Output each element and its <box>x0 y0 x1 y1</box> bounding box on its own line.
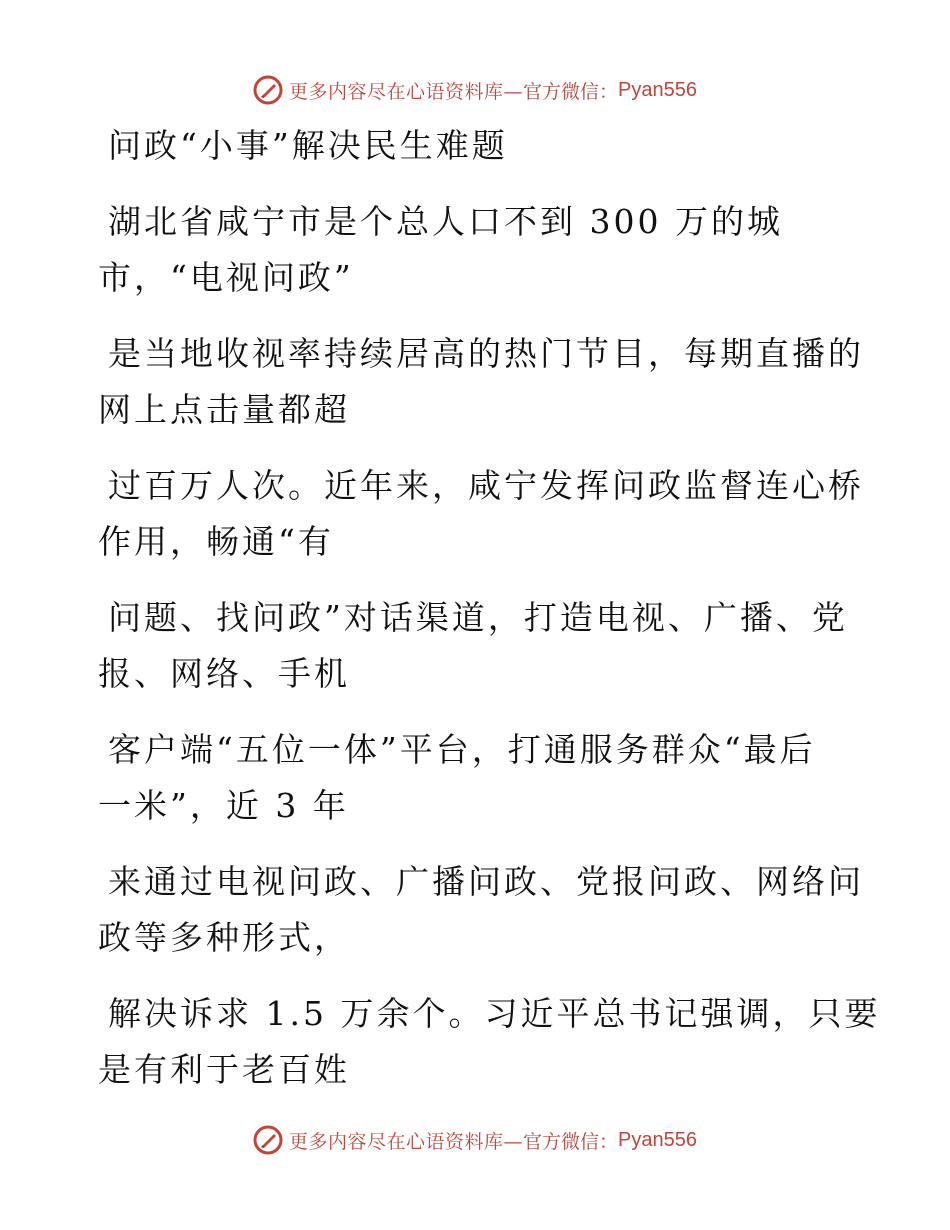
footer-watermark <box>0 1120 950 1160</box>
paragraph-line: 过百万人次。近年来，咸宁发挥问政监督连心桥 <box>108 466 864 505</box>
document-body <box>98 118 881 1098</box>
paragraph-line: 客户端“五位一体”平台，打通服务群众“最后 <box>108 730 816 769</box>
paragraph-line: 解决诉求 1.5 万余个。习近平总书记强调，只要 <box>108 994 881 1033</box>
watermark-handle: Pyan556 <box>618 78 697 101</box>
paragraph-line: 是当地收视率持续居高的热门节目，每期直播的 <box>108 334 864 373</box>
watermark-text: 更多内容尽在心语资料库— <box>289 1130 524 1153</box>
document-title: 问政“小事”解决民生难题 <box>108 126 508 165</box>
paragraph-line: 是有利于老百姓 <box>98 1050 350 1089</box>
paragraph-line: 市，“电视问政” <box>98 258 354 297</box>
paragraph-line: 网上点击量都超 <box>98 390 350 429</box>
red-quill-seal-icon <box>253 75 283 105</box>
watermark-text: 更多内容尽在心语资料库— <box>289 80 524 103</box>
paragraph-line: 湖北省咸宁市是个总人口不到 300 万的城 <box>108 202 783 241</box>
header-watermark <box>0 70 950 110</box>
red-quill-seal-icon <box>253 1125 283 1155</box>
watermark-wechat-label: 官方微信： <box>523 1130 619 1153</box>
paragraph-line: 作用，畅通“有 <box>98 522 334 561</box>
paragraph-line: 报、网络、手机 <box>98 654 350 693</box>
paragraph-line: 一米”，近 3 年 <box>98 786 349 825</box>
paragraph-line: 政等多种形式， <box>98 918 350 957</box>
paragraph-line: 问题、找问政”对话渠道，打造电视、广播、党 <box>108 598 848 637</box>
watermark-wechat-label: 官方微信： <box>523 80 619 103</box>
paragraph-line: 来通过电视问政、广播问政、党报问政、网络问 <box>108 862 864 901</box>
watermark-handle: Pyan556 <box>618 1128 697 1151</box>
